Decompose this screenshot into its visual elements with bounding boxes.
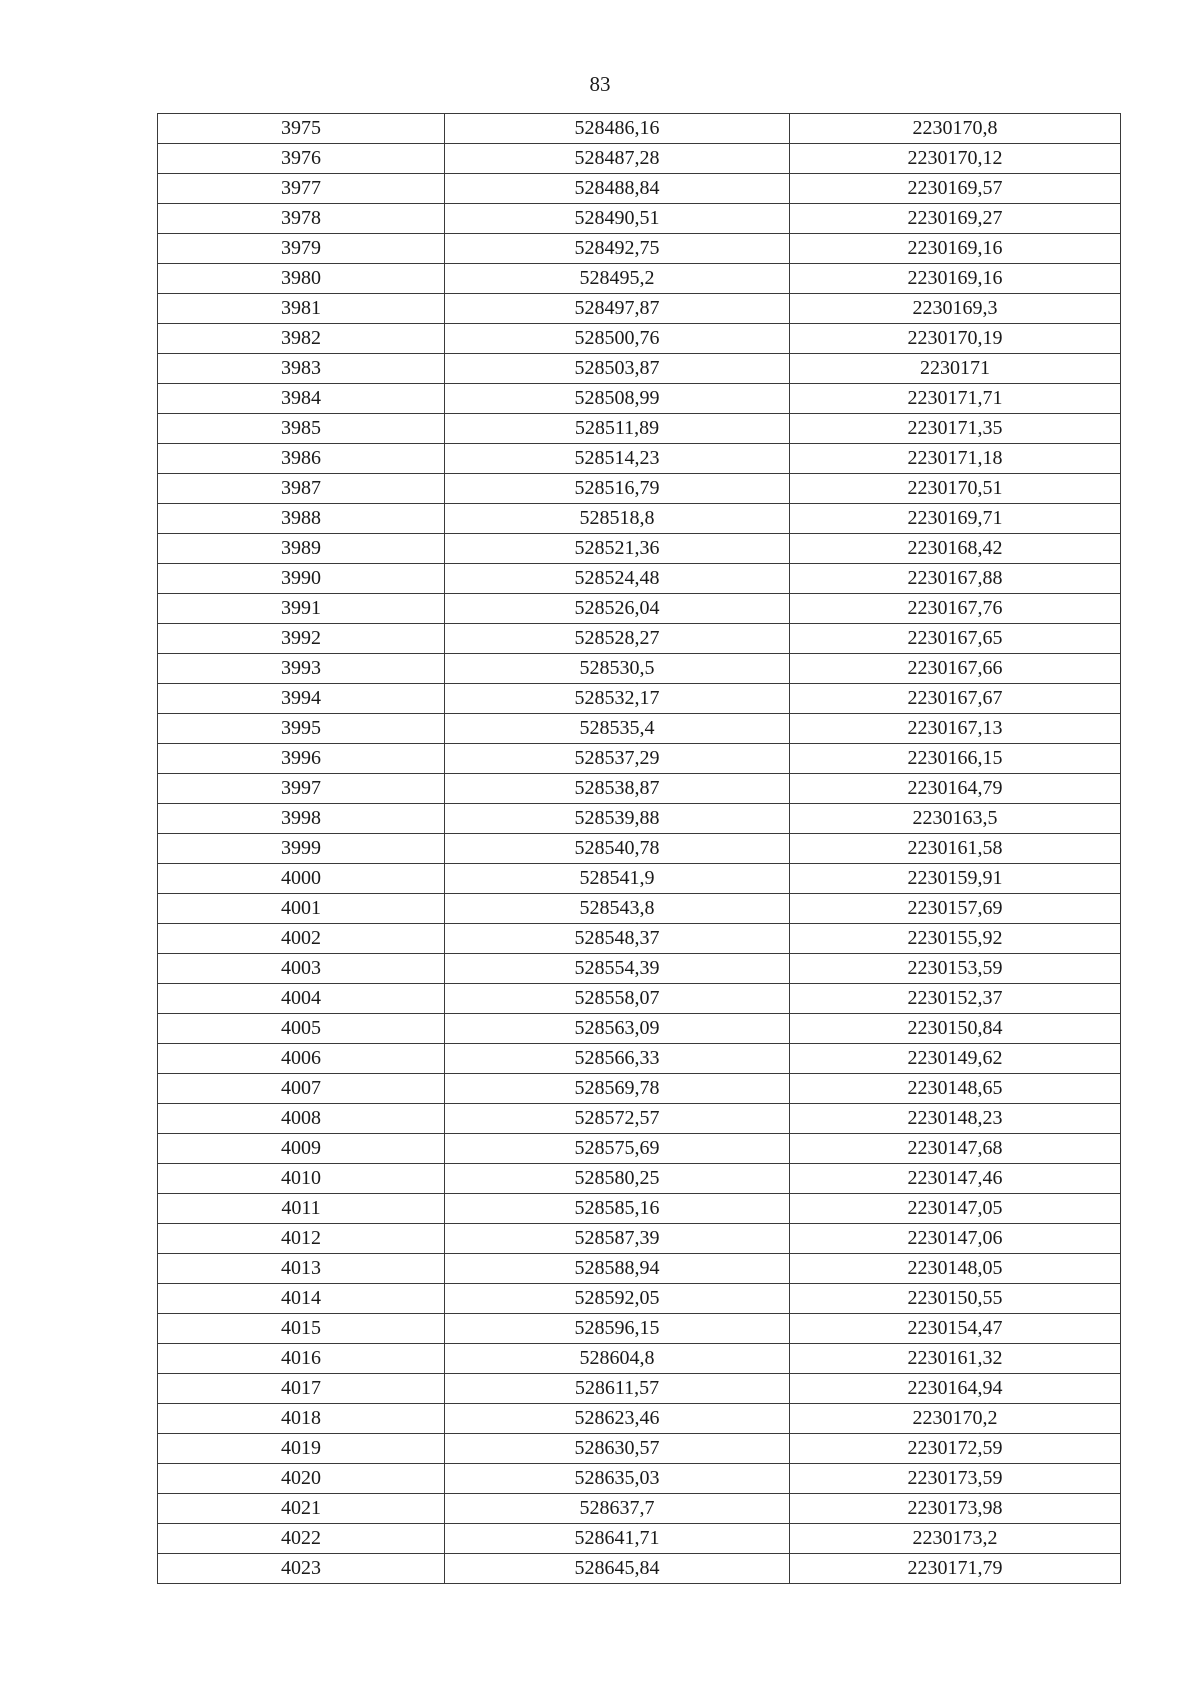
point-number-cell: 4005	[158, 1014, 445, 1044]
x-coordinate-cell: 528511,89	[445, 414, 790, 444]
table-row	[158, 474, 1121, 504]
point-number-cell: 3976	[158, 144, 445, 174]
point-number-cell: 3995	[158, 714, 445, 744]
x-coordinate-cell: 528572,57	[445, 1104, 790, 1134]
y-coordinate-cell: 2230170,19	[790, 324, 1121, 354]
point-number-cell: 4007	[158, 1074, 445, 1104]
y-coordinate-cell: 2230167,67	[790, 684, 1121, 714]
x-coordinate-cell: 528611,57	[445, 1374, 790, 1404]
x-coordinate-cell: 528521,36	[445, 534, 790, 564]
point-number-cell: 3981	[158, 294, 445, 324]
table-row	[158, 1134, 1121, 1164]
table-row	[158, 624, 1121, 654]
point-number-cell: 3982	[158, 324, 445, 354]
x-coordinate-cell: 528532,17	[445, 684, 790, 714]
x-coordinate-cell: 528497,87	[445, 294, 790, 324]
point-number-cell: 3980	[158, 264, 445, 294]
table-row	[158, 834, 1121, 864]
y-coordinate-cell: 2230169,16	[790, 234, 1121, 264]
point-number-cell: 4023	[158, 1554, 445, 1584]
table-row	[158, 654, 1121, 684]
y-coordinate-cell: 2230163,5	[790, 804, 1121, 834]
table-row	[158, 354, 1121, 384]
y-coordinate-cell: 2230161,58	[790, 834, 1121, 864]
table-row	[158, 264, 1121, 294]
table-row	[158, 384, 1121, 414]
x-coordinate-cell: 528503,87	[445, 354, 790, 384]
y-coordinate-cell: 2230170,12	[790, 144, 1121, 174]
table-row	[158, 114, 1121, 144]
y-coordinate-cell: 2230173,2	[790, 1524, 1121, 1554]
point-number-cell: 3978	[158, 204, 445, 234]
table-row	[158, 1314, 1121, 1344]
x-coordinate-cell: 528569,78	[445, 1074, 790, 1104]
x-coordinate-cell: 528587,39	[445, 1224, 790, 1254]
x-coordinate-cell: 528623,46	[445, 1404, 790, 1434]
point-number-cell: 4009	[158, 1134, 445, 1164]
point-number-cell: 3989	[158, 534, 445, 564]
y-coordinate-cell: 2230148,23	[790, 1104, 1121, 1134]
x-coordinate-cell: 528554,39	[445, 954, 790, 984]
x-coordinate-cell: 528543,8	[445, 894, 790, 924]
y-coordinate-cell: 2230166,15	[790, 744, 1121, 774]
point-number-cell: 4016	[158, 1344, 445, 1374]
x-coordinate-cell: 528535,4	[445, 714, 790, 744]
x-coordinate-cell: 528537,29	[445, 744, 790, 774]
table-row	[158, 594, 1121, 624]
point-number-cell: 3984	[158, 384, 445, 414]
table-row	[158, 894, 1121, 924]
table-row	[158, 774, 1121, 804]
y-coordinate-cell: 2230157,69	[790, 894, 1121, 924]
y-coordinate-cell: 2230171,35	[790, 414, 1121, 444]
table-row	[158, 534, 1121, 564]
x-coordinate-cell: 528539,88	[445, 804, 790, 834]
x-coordinate-cell: 528596,15	[445, 1314, 790, 1344]
y-coordinate-cell: 2230154,47	[790, 1314, 1121, 1344]
point-number-cell: 4019	[158, 1434, 445, 1464]
y-coordinate-cell: 2230161,32	[790, 1344, 1121, 1374]
point-number-cell: 3994	[158, 684, 445, 714]
point-number-cell: 3996	[158, 744, 445, 774]
table-row	[158, 504, 1121, 534]
y-coordinate-cell: 2230170,8	[790, 114, 1121, 144]
point-number-cell: 3986	[158, 444, 445, 474]
table-row	[158, 444, 1121, 474]
x-coordinate-cell: 528630,57	[445, 1434, 790, 1464]
point-number-cell: 3991	[158, 594, 445, 624]
y-coordinate-cell: 2230170,2	[790, 1404, 1121, 1434]
y-coordinate-cell: 2230168,42	[790, 534, 1121, 564]
y-coordinate-cell: 2230164,79	[790, 774, 1121, 804]
table-row	[158, 1194, 1121, 1224]
point-number-cell: 3990	[158, 564, 445, 594]
point-number-cell: 3998	[158, 804, 445, 834]
table-row	[158, 1434, 1121, 1464]
table-row	[158, 804, 1121, 834]
point-number-cell: 4018	[158, 1404, 445, 1434]
point-number-cell: 4004	[158, 984, 445, 1014]
point-number-cell: 3977	[158, 174, 445, 204]
table-row	[158, 984, 1121, 1014]
y-coordinate-cell: 2230167,65	[790, 624, 1121, 654]
y-coordinate-cell: 2230171,79	[790, 1554, 1121, 1584]
table-row	[158, 294, 1121, 324]
y-coordinate-cell: 2230164,94	[790, 1374, 1121, 1404]
y-coordinate-cell: 2230169,57	[790, 174, 1121, 204]
x-coordinate-cell: 528604,8	[445, 1344, 790, 1374]
table-row	[158, 1494, 1121, 1524]
table-row	[158, 1284, 1121, 1314]
y-coordinate-cell: 2230148,65	[790, 1074, 1121, 1104]
x-coordinate-cell: 528563,09	[445, 1014, 790, 1044]
x-coordinate-cell: 528486,16	[445, 114, 790, 144]
y-coordinate-cell: 2230147,46	[790, 1164, 1121, 1194]
point-number-cell: 3983	[158, 354, 445, 384]
point-number-cell: 3987	[158, 474, 445, 504]
table-row	[158, 234, 1121, 264]
x-coordinate-cell: 528575,69	[445, 1134, 790, 1164]
table-row	[158, 1524, 1121, 1554]
y-coordinate-cell: 2230150,84	[790, 1014, 1121, 1044]
x-coordinate-cell: 528516,79	[445, 474, 790, 504]
table-row	[158, 144, 1121, 174]
x-coordinate-cell: 528540,78	[445, 834, 790, 864]
table-row	[158, 1254, 1121, 1284]
x-coordinate-cell: 528487,28	[445, 144, 790, 174]
y-coordinate-cell: 2230150,55	[790, 1284, 1121, 1314]
x-coordinate-cell: 528558,07	[445, 984, 790, 1014]
table-row	[158, 1464, 1121, 1494]
point-number-cell: 4012	[158, 1224, 445, 1254]
table-row	[158, 1164, 1121, 1194]
y-coordinate-cell: 2230170,51	[790, 474, 1121, 504]
table-row	[158, 1554, 1121, 1584]
point-number-cell: 3993	[158, 654, 445, 684]
point-number-cell: 4006	[158, 1044, 445, 1074]
y-coordinate-cell: 2230167,13	[790, 714, 1121, 744]
point-number-cell: 4020	[158, 1464, 445, 1494]
point-number-cell: 4017	[158, 1374, 445, 1404]
x-coordinate-cell: 528492,75	[445, 234, 790, 264]
point-number-cell: 3975	[158, 114, 445, 144]
table-row	[158, 324, 1121, 354]
table-row	[158, 1344, 1121, 1374]
table-row	[158, 954, 1121, 984]
x-coordinate-cell: 528530,5	[445, 654, 790, 684]
y-coordinate-cell: 2230169,71	[790, 504, 1121, 534]
table-row	[158, 1374, 1121, 1404]
y-coordinate-cell: 2230172,59	[790, 1434, 1121, 1464]
x-coordinate-cell: 528526,04	[445, 594, 790, 624]
y-coordinate-cell: 2230153,59	[790, 954, 1121, 984]
y-coordinate-cell: 2230169,3	[790, 294, 1121, 324]
y-coordinate-cell: 2230173,59	[790, 1464, 1121, 1494]
point-number-cell: 3999	[158, 834, 445, 864]
table-row	[158, 744, 1121, 774]
point-number-cell: 3979	[158, 234, 445, 264]
table-row	[158, 924, 1121, 954]
point-number-cell: 4021	[158, 1494, 445, 1524]
x-coordinate-cell: 528508,99	[445, 384, 790, 414]
x-coordinate-cell: 528488,84	[445, 174, 790, 204]
point-number-cell: 4013	[158, 1254, 445, 1284]
x-coordinate-cell: 528637,7	[445, 1494, 790, 1524]
x-coordinate-cell: 528490,51	[445, 204, 790, 234]
point-number-cell: 4002	[158, 924, 445, 954]
y-coordinate-cell: 2230147,68	[790, 1134, 1121, 1164]
point-number-cell: 4015	[158, 1314, 445, 1344]
point-number-cell: 4022	[158, 1524, 445, 1554]
x-coordinate-cell: 528645,84	[445, 1554, 790, 1584]
x-coordinate-cell: 528500,76	[445, 324, 790, 354]
page-number: 83	[589, 72, 611, 96]
x-coordinate-cell: 528528,27	[445, 624, 790, 654]
point-number-cell: 4011	[158, 1194, 445, 1224]
point-number-cell: 3992	[158, 624, 445, 654]
point-number-cell: 4014	[158, 1284, 445, 1314]
point-number-cell: 3988	[158, 504, 445, 534]
x-coordinate-cell: 528524,48	[445, 564, 790, 594]
y-coordinate-cell: 2230147,06	[790, 1224, 1121, 1254]
x-coordinate-cell: 528585,16	[445, 1194, 790, 1224]
point-number-cell: 4000	[158, 864, 445, 894]
table-row	[158, 204, 1121, 234]
table-body	[158, 114, 1121, 1584]
y-coordinate-cell: 2230173,98	[790, 1494, 1121, 1524]
y-coordinate-cell: 2230159,91	[790, 864, 1121, 894]
table-row	[158, 174, 1121, 204]
y-coordinate-cell: 2230147,05	[790, 1194, 1121, 1224]
x-coordinate-cell: 528495,2	[445, 264, 790, 294]
y-coordinate-cell: 2230169,27	[790, 204, 1121, 234]
y-coordinate-cell: 2230149,62	[790, 1044, 1121, 1074]
x-coordinate-cell: 528580,25	[445, 1164, 790, 1194]
table-row	[158, 1404, 1121, 1434]
y-coordinate-cell: 2230167,76	[790, 594, 1121, 624]
point-number-cell: 4003	[158, 954, 445, 984]
y-coordinate-cell: 2230171	[790, 354, 1121, 384]
y-coordinate-cell: 2230152,37	[790, 984, 1121, 1014]
point-number-cell: 3997	[158, 774, 445, 804]
y-coordinate-cell: 2230148,05	[790, 1254, 1121, 1284]
x-coordinate-cell: 528538,87	[445, 774, 790, 804]
y-coordinate-cell: 2230171,71	[790, 384, 1121, 414]
y-coordinate-cell: 2230167,66	[790, 654, 1121, 684]
table-row	[158, 1014, 1121, 1044]
y-coordinate-cell: 2230155,92	[790, 924, 1121, 954]
point-number-cell: 4010	[158, 1164, 445, 1194]
x-coordinate-cell: 528548,37	[445, 924, 790, 954]
table-row	[158, 414, 1121, 444]
table-row	[158, 684, 1121, 714]
y-coordinate-cell: 2230169,16	[790, 264, 1121, 294]
table-row	[158, 714, 1121, 744]
table-row	[158, 1044, 1121, 1074]
table-row	[158, 1224, 1121, 1254]
y-coordinate-cell: 2230167,88	[790, 564, 1121, 594]
x-coordinate-cell: 528641,71	[445, 1524, 790, 1554]
x-coordinate-cell: 528592,05	[445, 1284, 790, 1314]
table-row	[158, 564, 1121, 594]
point-number-cell: 4001	[158, 894, 445, 924]
y-coordinate-cell: 2230171,18	[790, 444, 1121, 474]
x-coordinate-cell: 528514,23	[445, 444, 790, 474]
table-row	[158, 864, 1121, 894]
x-coordinate-cell: 528588,94	[445, 1254, 790, 1284]
x-coordinate-cell: 528635,03	[445, 1464, 790, 1494]
point-number-cell: 4008	[158, 1104, 445, 1134]
table-row	[158, 1074, 1121, 1104]
x-coordinate-cell: 528541,9	[445, 864, 790, 894]
point-number-cell: 3985	[158, 414, 445, 444]
x-coordinate-cell: 528566,33	[445, 1044, 790, 1074]
x-coordinate-cell: 528518,8	[445, 504, 790, 534]
coordinates-table	[157, 113, 1121, 1584]
table-row	[158, 1104, 1121, 1134]
